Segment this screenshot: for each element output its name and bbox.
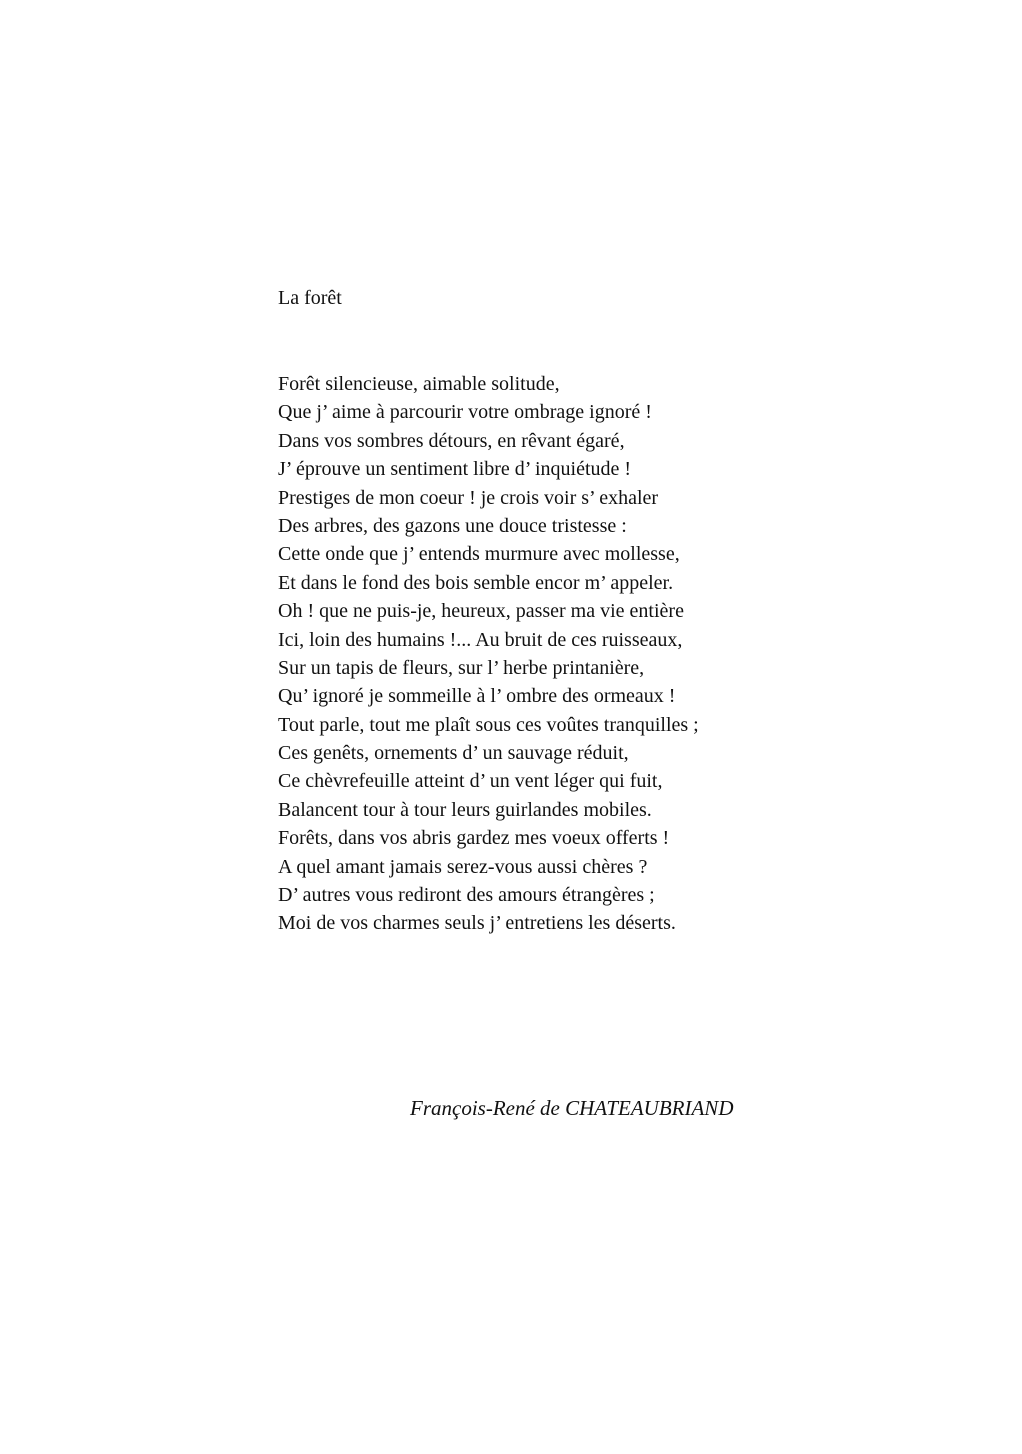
poem-line: Des arbres, des gazons une douce tristesse :: [278, 514, 627, 537]
poem-line: Ce chèvrefeuille atteint d’ un vent léger qui fuit,: [278, 770, 663, 793]
poem-line: Ces genêts, ornements d’ un sauvage réduit,: [278, 742, 629, 765]
poem-line: Oh ! que ne puis-je, heureux, passer ma vie entière: [278, 600, 684, 623]
poem-line: A quel amant jamais serez-vous aussi chères ?: [278, 855, 648, 878]
poem-line: Balancent tour à tour leurs guirlandes mobiles.: [278, 798, 652, 821]
poem-line: Et dans le fond des bois semble encor m’ appeler.: [278, 571, 674, 594]
poem-line: Tout parle, tout me plaît sous ces voûtes tranquilles ;: [278, 713, 699, 736]
poem-line: Ici, loin des humains !... Au bruit de ces ruisseaux,: [278, 628, 683, 651]
poem-line: Dans vos sombres détours, en rêvant égaré,: [278, 429, 625, 452]
poem-line: D’ autres vous rediront des amours étrangères ;: [278, 884, 655, 907]
poem-line: Sur un tapis de fleurs, sur l’ herbe printanière,: [278, 656, 645, 679]
poem-line: Forêt silencieuse, aimable solitude,: [278, 373, 560, 395]
poem-line: Forêts, dans vos abris gardez mes voeux offerts !: [278, 827, 670, 850]
poem-line: Prestiges de mon coeur ! je crois voir s’ exhaler: [278, 486, 659, 509]
poem-line: J’ éprouve un sentiment libre d’ inquiétude !: [278, 458, 632, 481]
poem-title: La forêt: [278, 287, 342, 309]
poem-line: Qu’ ignoré je sommeille à l’ ombre des ormeaux !: [278, 685, 676, 708]
poem-line: Moi de vos charmes seuls j’ entretiens les déserts.: [278, 912, 676, 935]
poem-body: [278, 370, 699, 938]
poem-author: François-René de CHATEAUBRIAND: [410, 1096, 734, 1120]
poem-line: Cette onde que j’ entends murmure avec mollesse,: [278, 543, 680, 566]
poem-line: Que j’ aime à parcourir votre ombrage ignoré !: [278, 401, 652, 424]
